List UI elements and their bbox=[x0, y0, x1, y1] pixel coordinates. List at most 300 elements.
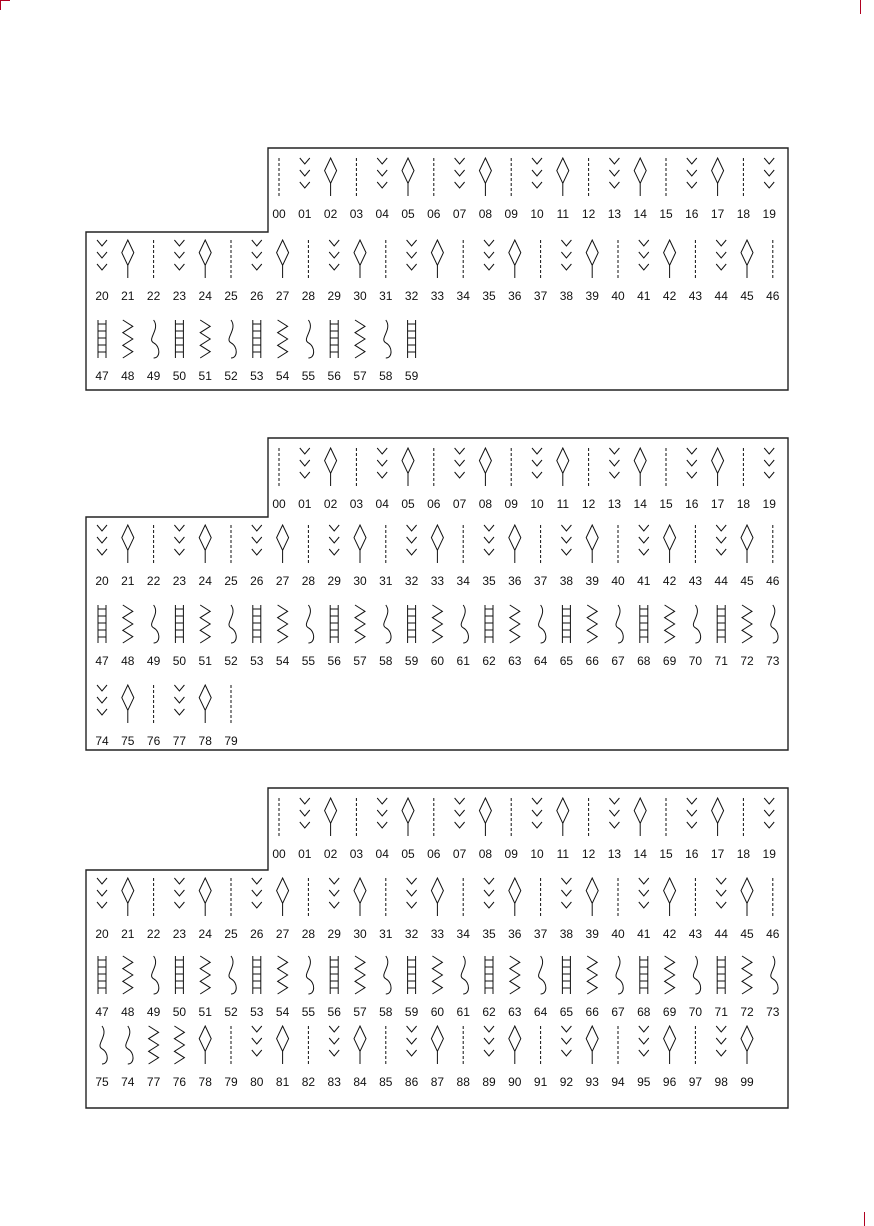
stitch-cell[interactable] bbox=[173, 320, 187, 383]
stitch-cell[interactable] bbox=[298, 448, 312, 511]
stitch-cell[interactable] bbox=[608, 798, 622, 861]
stitch-cell[interactable] bbox=[634, 158, 648, 221]
stitch-cell[interactable] bbox=[328, 605, 342, 668]
stitch-cell[interactable] bbox=[766, 605, 780, 668]
stitch-cell[interactable] bbox=[659, 798, 673, 861]
stitch-number: 99 bbox=[740, 1075, 754, 1089]
stitch-cell[interactable] bbox=[663, 240, 677, 303]
stitch-cell[interactable] bbox=[482, 1026, 496, 1089]
stitch-cell[interactable] bbox=[324, 798, 338, 861]
stitch-number: 52 bbox=[224, 1005, 238, 1019]
stitch-cell[interactable] bbox=[350, 798, 364, 861]
stitch-cell[interactable] bbox=[637, 956, 651, 1019]
stitch-cell[interactable] bbox=[224, 685, 238, 748]
stitch-cell[interactable] bbox=[405, 240, 419, 303]
stitch-cell[interactable] bbox=[560, 605, 574, 668]
stitch-cell[interactable] bbox=[453, 798, 467, 861]
stitch-cell[interactable] bbox=[353, 605, 367, 668]
stitch-number: 27 bbox=[275, 574, 290, 588]
stitch-cell[interactable] bbox=[505, 448, 519, 511]
stitch-cell[interactable] bbox=[663, 878, 677, 941]
stitch-cell[interactable] bbox=[328, 878, 342, 941]
stitch-pattern-icon bbox=[253, 956, 261, 994]
stitch-cell[interactable] bbox=[766, 878, 780, 941]
stitch-cell[interactable] bbox=[689, 525, 703, 588]
stitch-cell[interactable] bbox=[740, 956, 754, 1019]
stitch-cell[interactable] bbox=[766, 525, 780, 588]
stitch-cell[interactable] bbox=[405, 525, 419, 588]
stitch-cell[interactable] bbox=[272, 448, 286, 511]
stitch-cell[interactable] bbox=[379, 605, 393, 668]
stitch-cell[interactable] bbox=[685, 158, 699, 221]
stitch-cell[interactable] bbox=[379, 1026, 393, 1089]
stitch-cell[interactable] bbox=[379, 525, 393, 588]
stitch-number: 29 bbox=[327, 927, 341, 941]
stitch-cell[interactable] bbox=[224, 240, 238, 303]
stitch-cell[interactable] bbox=[737, 158, 751, 221]
stitch-cell[interactable] bbox=[508, 1026, 522, 1089]
stitch-cell[interactable] bbox=[560, 240, 574, 303]
stitch-pattern-icon bbox=[354, 240, 366, 278]
stitch-number: 86 bbox=[404, 1075, 419, 1089]
stitch-cell[interactable] bbox=[740, 605, 754, 668]
stitch-cell[interactable] bbox=[586, 240, 600, 303]
stitch-cell[interactable] bbox=[637, 1026, 651, 1089]
stitch-cell[interactable] bbox=[685, 798, 699, 861]
stitch-cell[interactable] bbox=[530, 158, 544, 221]
stitch-cell[interactable] bbox=[534, 240, 548, 303]
stitch-cell[interactable] bbox=[634, 798, 648, 861]
stitch-number: 28 bbox=[301, 289, 316, 303]
stitch-cell[interactable] bbox=[121, 525, 135, 588]
stitch-cell[interactable] bbox=[431, 1026, 445, 1089]
stitch-cell[interactable] bbox=[737, 798, 751, 861]
stitch-number: 29 bbox=[327, 289, 341, 303]
stitch-number: 30 bbox=[353, 574, 367, 588]
stitch-pattern-icon bbox=[609, 798, 619, 828]
stitch-cell[interactable] bbox=[328, 320, 342, 383]
stitch-cell[interactable] bbox=[659, 158, 673, 221]
stitch-cell[interactable] bbox=[637, 605, 651, 668]
stitch-cell[interactable] bbox=[147, 878, 161, 941]
stitch-cell[interactable] bbox=[453, 448, 467, 511]
stitch-cell[interactable] bbox=[224, 956, 238, 1019]
stitch-cell[interactable] bbox=[431, 525, 445, 588]
stitch-cell[interactable] bbox=[121, 956, 135, 1019]
stitch-cell[interactable] bbox=[250, 240, 264, 303]
stitch-pattern-icon bbox=[402, 448, 414, 486]
stitch-pattern-icon bbox=[764, 798, 774, 828]
stitch-cell[interactable] bbox=[663, 956, 677, 1019]
stitch-cell[interactable] bbox=[328, 1026, 342, 1089]
stitch-cell[interactable] bbox=[737, 448, 751, 511]
stitch-pattern-icon bbox=[461, 956, 468, 994]
stitch-cell[interactable] bbox=[379, 320, 393, 383]
stitch-cell[interactable] bbox=[302, 240, 316, 303]
stitch-cell[interactable] bbox=[586, 605, 600, 668]
stitch-cell[interactable] bbox=[534, 525, 548, 588]
stitch-pattern-icon bbox=[407, 240, 417, 270]
stitch-number: 25 bbox=[224, 574, 238, 588]
stitch-number: 38 bbox=[559, 574, 574, 588]
stitch-cell[interactable] bbox=[353, 320, 367, 383]
stitch-cell[interactable] bbox=[405, 956, 419, 1019]
stitch-cell[interactable] bbox=[302, 878, 316, 941]
stitch-cell[interactable] bbox=[637, 240, 651, 303]
stitch-cell[interactable] bbox=[637, 878, 651, 941]
stitch-cell[interactable] bbox=[763, 448, 777, 511]
stitch-cell[interactable] bbox=[582, 158, 596, 221]
stitch-cell[interactable] bbox=[95, 605, 109, 668]
stitch-number: 31 bbox=[379, 574, 393, 588]
stitch-number: 35 bbox=[482, 289, 496, 303]
stitch-cell[interactable] bbox=[560, 525, 574, 588]
stitch-cell[interactable] bbox=[199, 878, 213, 941]
stitch-cell[interactable] bbox=[611, 1026, 625, 1089]
stitch-number: 53 bbox=[250, 369, 264, 383]
panel-outline bbox=[86, 438, 788, 750]
stitch-pattern-icon bbox=[432, 956, 442, 994]
stitch-pattern-icon bbox=[402, 158, 414, 196]
stitch-pattern-icon bbox=[329, 240, 339, 270]
stitch-number: 12 bbox=[581, 847, 596, 861]
stitch-number: 28 bbox=[301, 574, 316, 588]
stitch-cell[interactable] bbox=[534, 878, 548, 941]
stitch-number: 30 bbox=[353, 927, 367, 941]
stitch-cell[interactable] bbox=[353, 956, 367, 1019]
stitch-pattern-icon bbox=[355, 605, 365, 643]
stitch-cell[interactable] bbox=[689, 956, 703, 1019]
stitch-cell[interactable] bbox=[637, 525, 651, 588]
stitch-pattern-icon bbox=[407, 878, 417, 908]
stitch-cell[interactable] bbox=[95, 320, 109, 383]
stitch-cell[interactable] bbox=[711, 448, 725, 511]
stitch-cell[interactable] bbox=[250, 878, 264, 941]
stitch-cell[interactable] bbox=[379, 240, 393, 303]
stitch-cell[interactable] bbox=[740, 878, 754, 941]
stitch-cell[interactable] bbox=[224, 878, 238, 941]
stitch-cell[interactable] bbox=[508, 878, 522, 941]
stitch-cell[interactable] bbox=[376, 798, 390, 861]
stitch-cell[interactable] bbox=[401, 448, 415, 511]
stitch-number: 39 bbox=[585, 574, 599, 588]
stitch-cell[interactable] bbox=[95, 956, 109, 1019]
stitch-cell[interactable] bbox=[276, 605, 290, 668]
stitch-cell[interactable] bbox=[534, 1026, 548, 1089]
stitch-number: 74 bbox=[121, 1075, 135, 1089]
stitch-cell[interactable] bbox=[405, 878, 419, 941]
stitch-cell[interactable] bbox=[328, 525, 342, 588]
stitch-cell[interactable] bbox=[121, 605, 135, 668]
stitch-pattern-icon bbox=[561, 240, 571, 270]
stitch-number: 07 bbox=[452, 207, 467, 221]
stitch-number: 91 bbox=[533, 1075, 548, 1089]
stitch-cell[interactable] bbox=[199, 240, 213, 303]
stitch-number: 87 bbox=[430, 1075, 445, 1089]
stitch-cell[interactable] bbox=[611, 605, 625, 668]
stitch-cell[interactable] bbox=[250, 956, 264, 1019]
stitch-cell[interactable] bbox=[715, 956, 729, 1019]
stitch-cell[interactable] bbox=[634, 448, 648, 511]
stitch-cell[interactable] bbox=[276, 240, 290, 303]
stitch-cell[interactable] bbox=[379, 956, 393, 1019]
stitch-number: 56 bbox=[327, 654, 341, 668]
stitch-cell[interactable] bbox=[611, 240, 625, 303]
stitch-cell[interactable] bbox=[586, 956, 600, 1019]
stitch-cell[interactable] bbox=[199, 685, 213, 748]
stitch-cell[interactable] bbox=[276, 878, 290, 941]
stitch-cell[interactable] bbox=[586, 878, 600, 941]
stitch-pattern-icon bbox=[329, 1026, 339, 1056]
stitch-number: 01 bbox=[298, 847, 312, 861]
stitch-cell[interactable] bbox=[353, 878, 367, 941]
stitch-cell[interactable] bbox=[715, 240, 729, 303]
stitch-cell[interactable] bbox=[508, 525, 522, 588]
stitch-cell[interactable] bbox=[457, 240, 471, 303]
stitch-cell[interactable] bbox=[302, 605, 316, 668]
stitch-cell[interactable] bbox=[173, 525, 187, 588]
stitch-cell[interactable] bbox=[689, 240, 703, 303]
stitch-cell[interactable] bbox=[482, 240, 496, 303]
stitch-cell[interactable] bbox=[715, 525, 729, 588]
stitch-cell[interactable] bbox=[224, 320, 238, 383]
stitch-cell[interactable] bbox=[173, 1026, 187, 1089]
stitch-cell[interactable] bbox=[147, 605, 161, 668]
stitch-cell[interactable] bbox=[173, 605, 187, 668]
stitch-cell[interactable] bbox=[530, 448, 544, 511]
stitch-cell[interactable] bbox=[685, 448, 699, 511]
stitch-cell[interactable] bbox=[689, 878, 703, 941]
stitch-cell[interactable] bbox=[457, 605, 471, 668]
stitch-cell[interactable] bbox=[250, 1026, 264, 1089]
stitch-cell[interactable] bbox=[250, 320, 264, 383]
stitch-cell[interactable] bbox=[298, 798, 312, 861]
stitch-cell[interactable] bbox=[508, 240, 522, 303]
stitch-cell[interactable] bbox=[482, 605, 496, 668]
stitch-number: 09 bbox=[504, 497, 518, 511]
stitch-cell[interactable] bbox=[663, 1026, 677, 1089]
stitch-cell[interactable] bbox=[353, 1026, 367, 1089]
stitch-cell[interactable] bbox=[586, 525, 600, 588]
stitch-pattern-icon bbox=[354, 878, 366, 916]
stitch-cell[interactable] bbox=[350, 158, 364, 221]
stitch-cell[interactable] bbox=[276, 1026, 290, 1089]
stitch-cell[interactable] bbox=[611, 878, 625, 941]
stitch-pattern-icon bbox=[484, 240, 494, 270]
stitch-pattern-icon bbox=[664, 240, 676, 278]
stitch-cell[interactable] bbox=[302, 320, 316, 383]
stitch-cell[interactable] bbox=[350, 448, 364, 511]
stitch-cell[interactable] bbox=[121, 878, 135, 941]
stitch-cell[interactable] bbox=[199, 605, 213, 668]
stitch-cell[interactable] bbox=[479, 448, 493, 511]
stitch-cell[interactable] bbox=[379, 878, 393, 941]
stitch-cell[interactable] bbox=[173, 878, 187, 941]
stitch-number: 64 bbox=[533, 654, 548, 668]
stitch-cell[interactable] bbox=[715, 878, 729, 941]
stitch-cell[interactable] bbox=[431, 956, 445, 1019]
stitch-cell[interactable] bbox=[427, 158, 441, 221]
stitch-cell[interactable] bbox=[763, 158, 777, 221]
stitch-cell[interactable] bbox=[173, 240, 187, 303]
stitch-cell[interactable] bbox=[121, 320, 135, 383]
stitch-cell[interactable] bbox=[250, 605, 264, 668]
stitch-cell[interactable] bbox=[763, 798, 777, 861]
stitch-cell[interactable] bbox=[173, 685, 187, 748]
stitch-cell[interactable] bbox=[401, 158, 415, 221]
stitch-cell[interactable] bbox=[276, 525, 290, 588]
stitch-cell[interactable] bbox=[302, 956, 316, 1019]
stitch-cell[interactable] bbox=[711, 158, 725, 221]
stitch-number: 11 bbox=[556, 497, 570, 511]
stitch-cell[interactable] bbox=[740, 240, 754, 303]
stitch-cell[interactable] bbox=[582, 798, 596, 861]
stitch-number: 70 bbox=[688, 654, 703, 668]
stitch-cell[interactable] bbox=[740, 1026, 754, 1089]
stitch-cell[interactable] bbox=[608, 448, 622, 511]
stitch-cell[interactable] bbox=[427, 448, 441, 511]
stitch-cell[interactable] bbox=[121, 1026, 135, 1089]
stitch-pattern-icon bbox=[693, 956, 700, 994]
stitch-cell[interactable] bbox=[276, 320, 290, 383]
stitch-cell[interactable] bbox=[324, 158, 338, 221]
stitch-cell[interactable] bbox=[530, 798, 544, 861]
stitch-cell[interactable] bbox=[715, 605, 729, 668]
stitch-cell[interactable] bbox=[405, 1026, 419, 1089]
stitch-cell[interactable] bbox=[250, 525, 264, 588]
stitch-cell[interactable] bbox=[608, 158, 622, 221]
stitch-cell[interactable] bbox=[405, 320, 419, 383]
stitch-cell[interactable] bbox=[582, 448, 596, 511]
stitch-cell[interactable] bbox=[272, 158, 286, 221]
stitch-cell[interactable] bbox=[431, 878, 445, 941]
stitch-cell[interactable] bbox=[121, 685, 135, 748]
stitch-cell[interactable] bbox=[689, 605, 703, 668]
stitch-pattern-icon bbox=[532, 158, 542, 188]
stitch-cell[interactable] bbox=[328, 956, 342, 1019]
stitch-cell[interactable] bbox=[457, 878, 471, 941]
stitch-cell[interactable] bbox=[659, 448, 673, 511]
stitch-pattern-icon bbox=[278, 605, 288, 643]
stitch-cell[interactable] bbox=[298, 158, 312, 221]
stitch-cell[interactable] bbox=[95, 525, 109, 588]
stitch-number: 02 bbox=[323, 497, 338, 511]
stitch-pattern-icon bbox=[664, 1026, 676, 1064]
stitch-number: 36 bbox=[508, 927, 522, 941]
stitch-number: 46 bbox=[766, 927, 780, 941]
stitch-cell[interactable] bbox=[147, 525, 161, 588]
stitch-cell[interactable] bbox=[324, 448, 338, 511]
stitch-cell[interactable] bbox=[557, 448, 570, 511]
stitch-cell[interactable] bbox=[611, 956, 625, 1019]
stitch-cell[interactable] bbox=[401, 798, 415, 861]
stitch-cell[interactable] bbox=[427, 798, 441, 861]
stitch-cell[interactable] bbox=[147, 685, 161, 748]
stitch-cell[interactable] bbox=[479, 798, 493, 861]
stitch-cell[interactable] bbox=[534, 956, 548, 1019]
stitch-cell[interactable] bbox=[147, 320, 161, 383]
stitch-cell[interactable] bbox=[431, 605, 445, 668]
stitch-cell[interactable] bbox=[199, 956, 213, 1019]
stitch-cell[interactable] bbox=[663, 525, 677, 588]
stitch-cell[interactable] bbox=[353, 525, 367, 588]
stitch-cell[interactable] bbox=[508, 956, 522, 1019]
stitch-cell[interactable] bbox=[199, 320, 213, 383]
stitch-cell[interactable] bbox=[147, 240, 161, 303]
stitch-cell[interactable] bbox=[482, 525, 496, 588]
stitch-cell[interactable] bbox=[766, 240, 780, 303]
stitch-number: 92 bbox=[559, 1075, 574, 1089]
stitch-pattern-icon bbox=[174, 878, 184, 908]
stitch-cell[interactable] bbox=[302, 525, 316, 588]
stitch-cell[interactable] bbox=[376, 158, 390, 221]
stitch-cell[interactable] bbox=[557, 158, 570, 221]
stitch-panel-1 bbox=[86, 148, 788, 390]
stitch-cell[interactable] bbox=[711, 798, 725, 861]
stitch-cell[interactable] bbox=[95, 878, 109, 941]
stitch-number: 27 bbox=[275, 289, 290, 303]
stitch-cell[interactable] bbox=[586, 1026, 600, 1089]
stitch-number: 14 bbox=[633, 847, 647, 861]
stitch-cell[interactable] bbox=[405, 605, 419, 668]
stitch-cell[interactable] bbox=[353, 240, 367, 303]
stitch-cell[interactable] bbox=[766, 956, 780, 1019]
stitch-cell[interactable] bbox=[560, 1026, 574, 1089]
stitch-cell[interactable] bbox=[479, 158, 493, 221]
stitch-pattern-icon bbox=[764, 158, 774, 188]
stitch-cell[interactable] bbox=[431, 240, 445, 303]
stitch-cell[interactable] bbox=[453, 158, 467, 221]
stitch-cell[interactable] bbox=[95, 685, 109, 748]
stitch-cell[interactable] bbox=[376, 448, 390, 511]
stitch-cell[interactable] bbox=[95, 1026, 109, 1089]
stitch-pattern-icon bbox=[484, 878, 494, 908]
stitch-cell[interactable] bbox=[147, 956, 161, 1019]
stitch-cell[interactable] bbox=[557, 798, 570, 861]
stitch-cell[interactable] bbox=[505, 798, 519, 861]
stitch-cell[interactable] bbox=[147, 1026, 161, 1089]
stitch-cell[interactable] bbox=[302, 1026, 316, 1089]
stitch-cell[interactable] bbox=[611, 525, 625, 588]
stitch-cell[interactable] bbox=[689, 1026, 703, 1089]
stitch-cell[interactable] bbox=[534, 605, 548, 668]
stitch-cell[interactable] bbox=[482, 878, 496, 941]
stitch-cell[interactable] bbox=[508, 605, 522, 668]
stitch-cell[interactable] bbox=[328, 240, 342, 303]
stitch-cell[interactable] bbox=[482, 956, 496, 1019]
stitch-cell[interactable] bbox=[224, 525, 238, 588]
stitch-cell[interactable] bbox=[272, 798, 286, 861]
stitch-cell[interactable] bbox=[457, 956, 471, 1019]
stitch-cell[interactable] bbox=[276, 956, 290, 1019]
stitch-cell[interactable] bbox=[224, 1026, 238, 1089]
stitch-cell[interactable] bbox=[560, 956, 574, 1019]
stitch-cell[interactable] bbox=[740, 525, 754, 588]
stitch-cell[interactable] bbox=[505, 158, 519, 221]
stitch-cell[interactable] bbox=[663, 605, 677, 668]
stitch-cell[interactable] bbox=[457, 1026, 471, 1089]
stitch-cell[interactable] bbox=[95, 240, 109, 303]
stitch-cell[interactable] bbox=[560, 878, 574, 941]
stitch-cell[interactable] bbox=[715, 1026, 729, 1089]
stitch-cell[interactable] bbox=[457, 525, 471, 588]
stitch-cell[interactable] bbox=[121, 240, 135, 303]
stitch-cell[interactable] bbox=[199, 1026, 213, 1089]
stitch-cell[interactable] bbox=[199, 525, 213, 588]
stitch-cell[interactable] bbox=[173, 956, 187, 1019]
stitch-cell[interactable] bbox=[224, 605, 238, 668]
stitch-pattern-icon bbox=[716, 878, 726, 908]
